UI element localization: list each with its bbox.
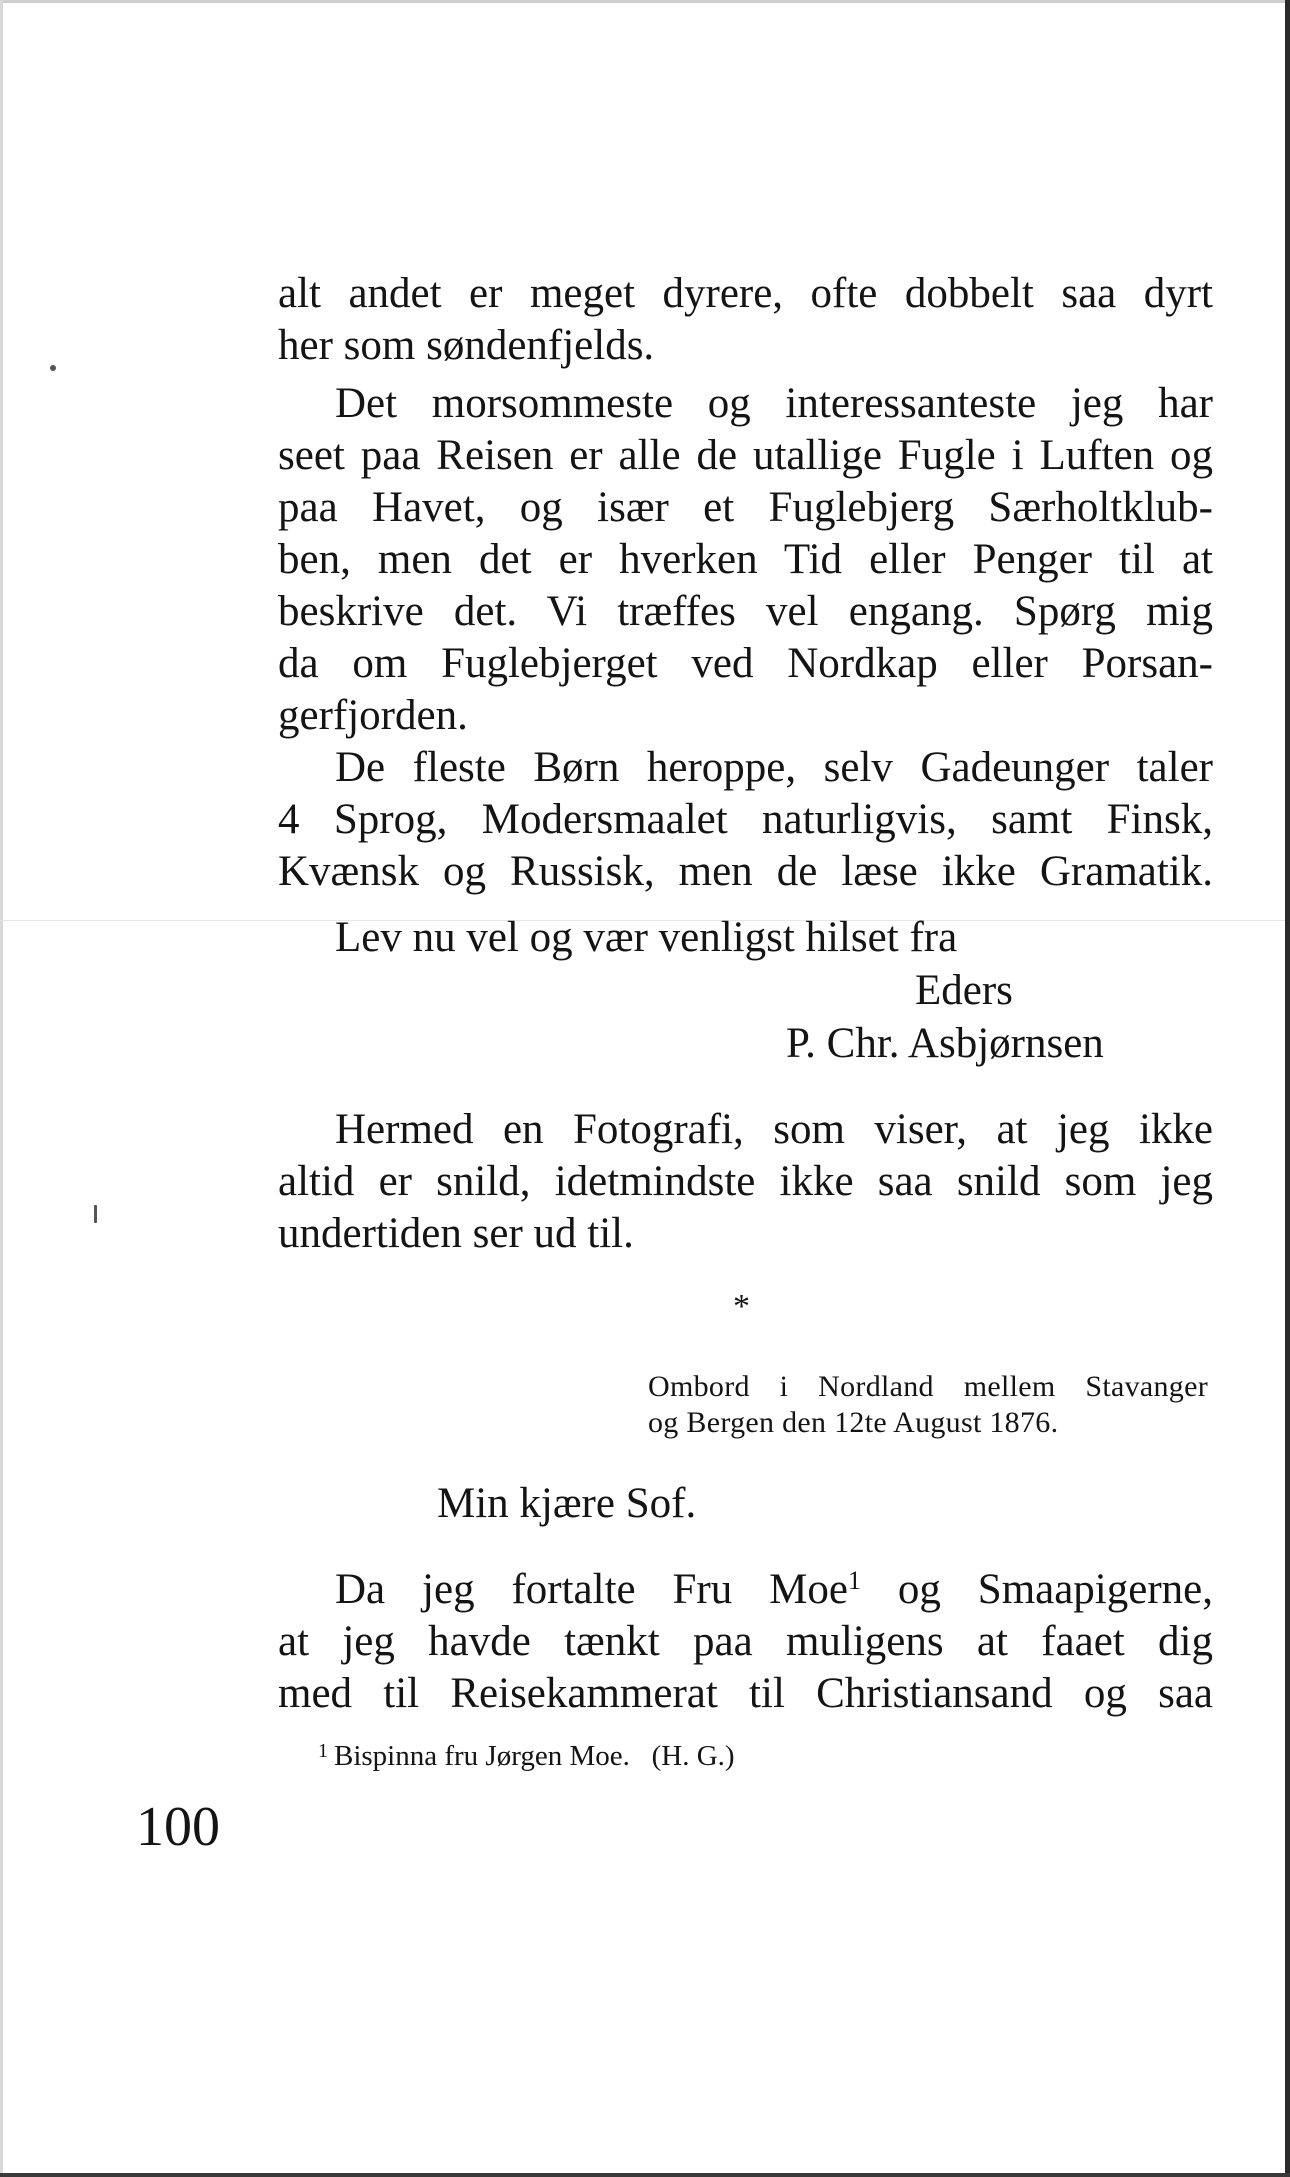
text-line: undertiden ser ud til. <box>278 1210 634 1257</box>
text-fragment: og Smaapigerne, <box>897 1566 1213 1613</box>
text-line: alt andet er meget dyrere, ofte dobbelt saa dyrt <box>278 270 1213 317</box>
postscript-paragraph <box>278 1104 1213 1260</box>
text-fragment: Da jeg fortalte Fru Moe <box>335 1566 848 1613</box>
text-line: altid er snild, idetmindste ikke saa snild som jeg <box>278 1158 1213 1205</box>
text-line: med til Reisekammerat til Christiansand og saa <box>278 1670 1213 1717</box>
page-number: 100 <box>136 1796 220 1858</box>
text-line: seet paa Reisen er alle de utallige Fugle i Luften og <box>278 432 1213 479</box>
text-line: 4 Sprog, Modersmaalet naturligvis, samt Finsk, <box>278 796 1213 843</box>
text-line: Kvænsk og Russisk, men de læse ikke Gramatik. <box>278 848 1213 895</box>
page-edge-top <box>0 0 1290 3</box>
text-line: Hermed en Fotografi, som viser, at jeg ikke <box>335 1106 1213 1153</box>
text-line: beskrive det. Vi træffes vel engang. Spørg mig <box>278 588 1213 635</box>
text-line: De fleste Børn heroppe, selv Gadeunger taler <box>335 744 1213 791</box>
letter-body-paragraph <box>278 268 1213 898</box>
footnote-text: Bispinna fru Jørgen Moe. (H. G.) <box>334 1740 735 1772</box>
text-line: Det morsommeste og interessanteste jeg har <box>335 380 1213 427</box>
footnote <box>318 1734 735 1773</box>
footnote-marker: 1 <box>318 1740 328 1762</box>
letter-place-date <box>648 1369 1208 1441</box>
letter-body-paragraph <box>278 1555 1213 1720</box>
text-line <box>278 1555 1213 1616</box>
letter-closing: Lev nu vel og vær venligst hilset fra <box>335 914 958 961</box>
letter-valediction: Eders <box>915 967 1013 1014</box>
page-edge-bottom <box>0 2173 1290 2177</box>
section-separator: * <box>733 1288 750 1325</box>
letter-salutation: Min kjære Sof. <box>437 1480 697 1527</box>
scan-speck <box>94 1205 97 1223</box>
text-line: da om Fuglebjerget ved Nordkap eller Porsan- <box>278 640 1213 687</box>
page-edge-left <box>0 0 3 2177</box>
text-line: her som søndenfjelds. <box>278 322 655 369</box>
text-line: Ombord i Nordland mellem Stavanger <box>648 1370 1208 1403</box>
page-edge-right <box>1285 0 1290 2177</box>
scan-speck <box>50 365 56 371</box>
letter-signature: P. Chr. Asbjørnsen <box>786 1020 1104 1067</box>
text-line: ben, men det er hverken Tid eller Penger til at <box>278 536 1213 583</box>
text-line: paa Havet, og især et Fuglebjerg Særholtklub- <box>278 484 1213 531</box>
text-line: gerfjorden. <box>278 692 468 739</box>
text-line: at jeg havde tænkt paa muligens at faaet dig <box>278 1618 1213 1665</box>
footnote-marker: 1 <box>847 1566 861 1595</box>
text-line: og Bergen den 12te August 1876. <box>648 1406 1059 1439</box>
